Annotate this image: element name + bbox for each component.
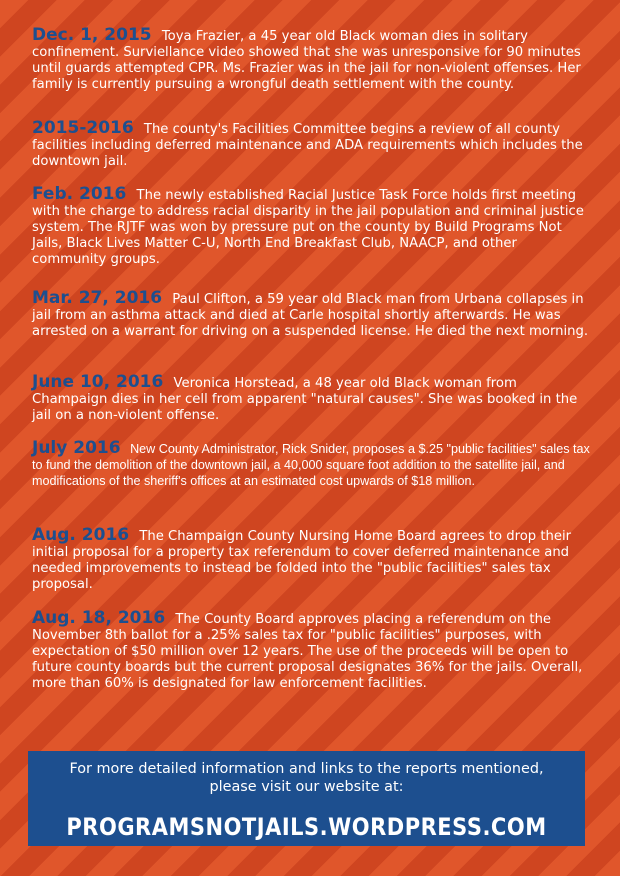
entry-date: 2015-2016 [32,118,134,138]
timeline-entry-mar-2016 [32,290,592,340]
entry-text: The county's Facilities Committee begins a review of all county facilities including deferred maintenance and ADA requirements which includes the downtown jail. [32,122,583,169]
entry-date: Aug. 18, 2016 [32,608,166,628]
timeline-entry-june-2016 [32,374,592,424]
timeline-entry-2015-2016 [32,120,592,170]
website-url[interactable]: PROGRAMSNOTJAILS.WORDPRESS.COM [66,813,547,841]
timeline-entry-dec-2015 [32,27,592,93]
entry-date: Mar. 27, 2016 [32,288,163,308]
entry-date: Aug. 2016 [32,525,130,545]
entry-text: New County Administrator, Rick Snider, proposes a $.25 "public facilities" sales tax to fund the demolition of the downtown jail, a 40,000 square foot addition to the satellite jail, and modifications of the sheriff's offices at an estimated cost upwards of $18 million. [32,442,590,488]
entry-text: The Champaign County Nursing Home Board agrees to drop their initial proposal for a property tax referendum to cover deferred maintenance and needed improvements to instead be folded into the "public facilities" sales tax proposal. [32,529,572,592]
footer-line-2: please visit our website at: [209,779,404,795]
timeline-entry-feb-2016 [32,186,592,268]
timeline-entry-aug-2016 [32,527,592,593]
footer-line-1: For more detailed information and links to the reports mentioned, [69,761,544,777]
entry-text: The County Board approves placing a referendum on the November 8th ballot for a .25% sales tax for "public facilities" purposes, with expectation of $50 million over 12 years. The use of the proceeds will be open to future county boards but the current proposal designates 36% for the jails. Overall, more than 60% is designated for law enforcement facilities. [32,612,583,691]
timeline-entry-aug-18-2016 [32,610,592,692]
entry-date: July 2016 [32,438,121,458]
entry-date: June 10, 2016 [32,372,164,392]
entry-text: Veronica Horstead, a 48 year old Black woman from Champaign dies in her cell from apparent "natural causes". She was booked in the jail on a non-violent offense. [32,376,578,423]
timeline-entry-july-2016 [32,440,592,489]
entry-text: The newly established Racial Justice Task Force holds first meeting with the charge to address racial disparity in the jail population and criminal justice system. The RJTF was won by pressure put on the county by Build Programs Not Jails, Black Lives Matter C-U, North End Breakfast Club, NAACP, and other community groups. [32,188,584,267]
website-callout-box [28,751,585,846]
entry-text: Toya Frazier, a 45 year old Black woman dies in solitary confinement. Surviellance video showed that she was unresponsive for 90 minutes until guards attempted CPR. Ms. Frazier was in the jail for non-violent offenses. Her family is currently pursuing a wrongful death settlement with the county. [32,29,581,92]
entry-text: Paul Clifton, a 59 year old Black man from Urbana collapses in jail from an asthma attack and died at Carle hospital shortly afterwards. He was arrested on a warrant for driving on a suspended license. He died the next morning. [32,292,589,339]
entry-date: Feb. 2016 [32,184,127,204]
entry-date: Dec. 1, 2015 [32,25,152,45]
